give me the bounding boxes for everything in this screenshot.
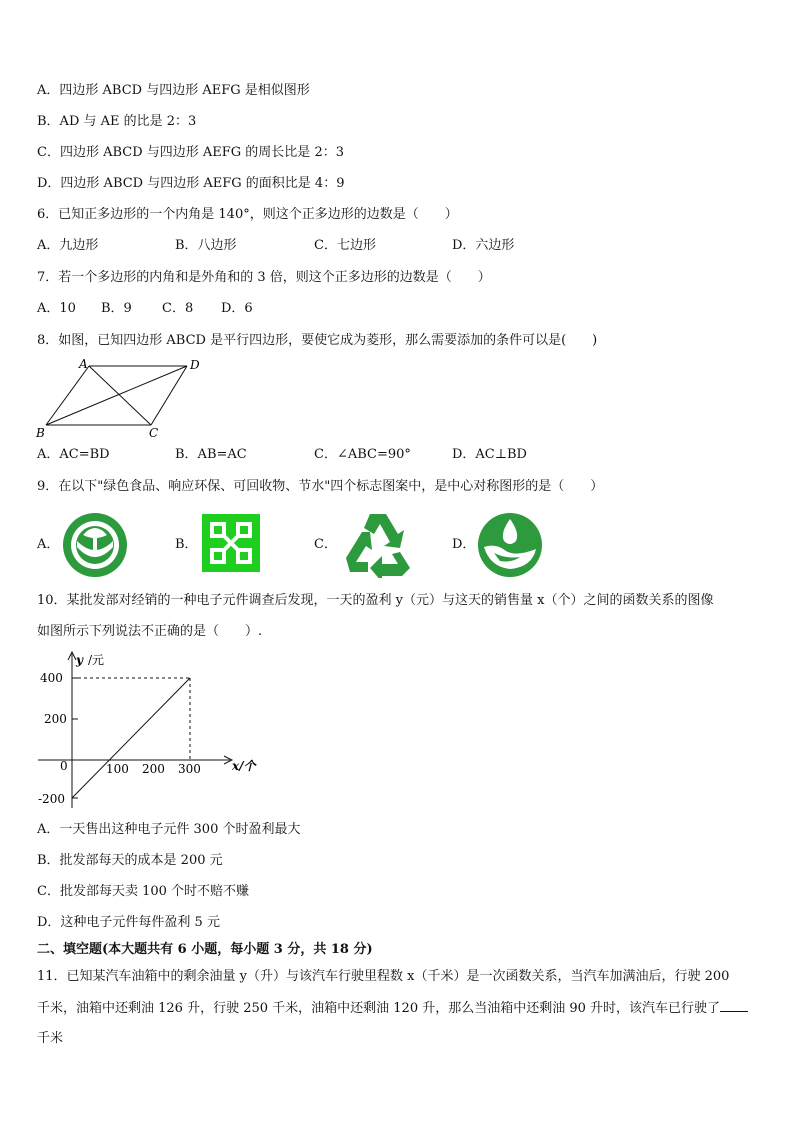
q5-option-b: B．AD 与 AE 的比是 2：3 xyxy=(37,114,197,129)
q6-option-a: A．九边形 xyxy=(37,238,99,253)
vertex-label-b: B xyxy=(36,426,45,440)
q6-option-d: D．六边形 xyxy=(452,238,515,253)
q9-option-c-letter: C． xyxy=(314,537,337,552)
parallelogram-figure xyxy=(34,356,214,442)
q6-option-b: B．八边形 xyxy=(175,238,237,253)
q9-option-d-letter: D． xyxy=(452,537,476,552)
q11-answer-blank[interactable] xyxy=(720,999,748,1012)
q8-stem: 8．如图，已知四边形 ABCD 是平行四边形，要使它成为菱形，那么需要添加的条件可以是( ) xyxy=(37,333,598,348)
recycle-logo-icon xyxy=(340,510,416,578)
x-axis-label: x/个 xyxy=(232,759,256,773)
q11-line2-wrap xyxy=(37,999,748,1018)
q10-option-c: C．批发部每天卖 100 个时不赔不赚 xyxy=(37,884,250,899)
q7-option-b: B．9 xyxy=(101,301,132,316)
x-tick-100: 100 xyxy=(106,762,129,776)
q10-stem-line2: 如图所示下列说法不正确的是（ ）. xyxy=(37,624,263,639)
q7-option-a: A．10 xyxy=(37,301,76,316)
q10-stem-line1: 10．某批发部对经销的一种电子元件调查后发现，一天的盈利 y（元）与这天的销售量 x（个）之间的函数关系的图像 xyxy=(37,593,714,608)
q10-option-a: A．一天售出这种电子元件 300 个时盈利最大 xyxy=(37,822,301,837)
q7-stem: 7．若一个多边形的内角和是外角和的 3 倍，则这个正多边形的边数是（ ） xyxy=(37,270,491,285)
q11-line2: 千米，油箱中还剩油 126 升，行驶 250 千米，油箱中还剩油 120 升，那么当油箱中还剩油 90 升时，该汽车已行驶了 xyxy=(37,1001,721,1016)
origin-label: 0 xyxy=(60,759,68,773)
q6-stem: 6．已知正多边形的一个内角是 140°，则这个正多边形的边数是（ ） xyxy=(37,207,458,222)
q10-option-b: B．批发部每天的成本是 200 元 xyxy=(37,853,223,868)
q9-option-b-letter: B． xyxy=(175,537,198,552)
y-tick-400: 400 xyxy=(40,671,63,685)
x-tick-300: 300 xyxy=(178,762,201,776)
q5-option-d: D．四边形 ABCD 与四边形 AEFG 的面积比是 4：9 xyxy=(37,176,345,191)
environmental-logo-icon xyxy=(200,512,262,574)
q5-option-c: C．四边形 ABCD 与四边形 AEFG 的周长比是 2：3 xyxy=(37,145,344,160)
y-tick-200: 200 xyxy=(44,712,67,726)
q9-stem: 9．在以下"绿色食品、响应环保、可回收物、节水"四个标志图案中，是中心对称图形的是（ ） xyxy=(37,479,604,494)
q5-option-a: A．四边形 ABCD 与四边形 AEFG 是相似图形 xyxy=(37,83,310,98)
q8-option-c: C．∠ABC=90° xyxy=(314,447,411,462)
q11-line1: 11．已知某汽车油箱中的剩余油量 y（升）与该汽车行驶里程数 x（千米）是一次函数关系，当汽车加满油后，行驶 200 xyxy=(37,969,730,984)
green-food-logo-icon xyxy=(61,511,129,579)
vertex-label-c: C xyxy=(149,426,159,440)
y-tick-neg200: -200 xyxy=(38,792,65,806)
y-axis-unit: /元 xyxy=(88,653,105,667)
q8-option-d: D．AC⊥BD xyxy=(452,447,527,462)
q8-option-a: A．AC=BD xyxy=(37,447,110,462)
q7-option-c: C．8 xyxy=(162,301,194,316)
x-tick-200: 200 xyxy=(142,762,165,776)
vertex-label-d: D xyxy=(190,358,200,372)
q10-option-d: D．这种电子元件每件盈利 5 元 xyxy=(37,915,220,930)
q9-option-a-letter: A． xyxy=(37,537,60,552)
profit-graph xyxy=(34,648,264,810)
q11-line3: 千米 xyxy=(37,1031,64,1046)
water-saving-logo-icon xyxy=(476,511,544,579)
vertex-label-a: A xyxy=(79,357,88,371)
q6-option-c: C．七边形 xyxy=(314,238,376,253)
y-axis-label: y xyxy=(76,653,83,667)
q7-option-d: D．6 xyxy=(221,301,253,316)
q8-option-b: B．AB=AC xyxy=(175,447,247,462)
section2-heading: 二、填空题(本大题共有 6 小题，每小题 3 分，共 18 分) xyxy=(37,942,373,957)
